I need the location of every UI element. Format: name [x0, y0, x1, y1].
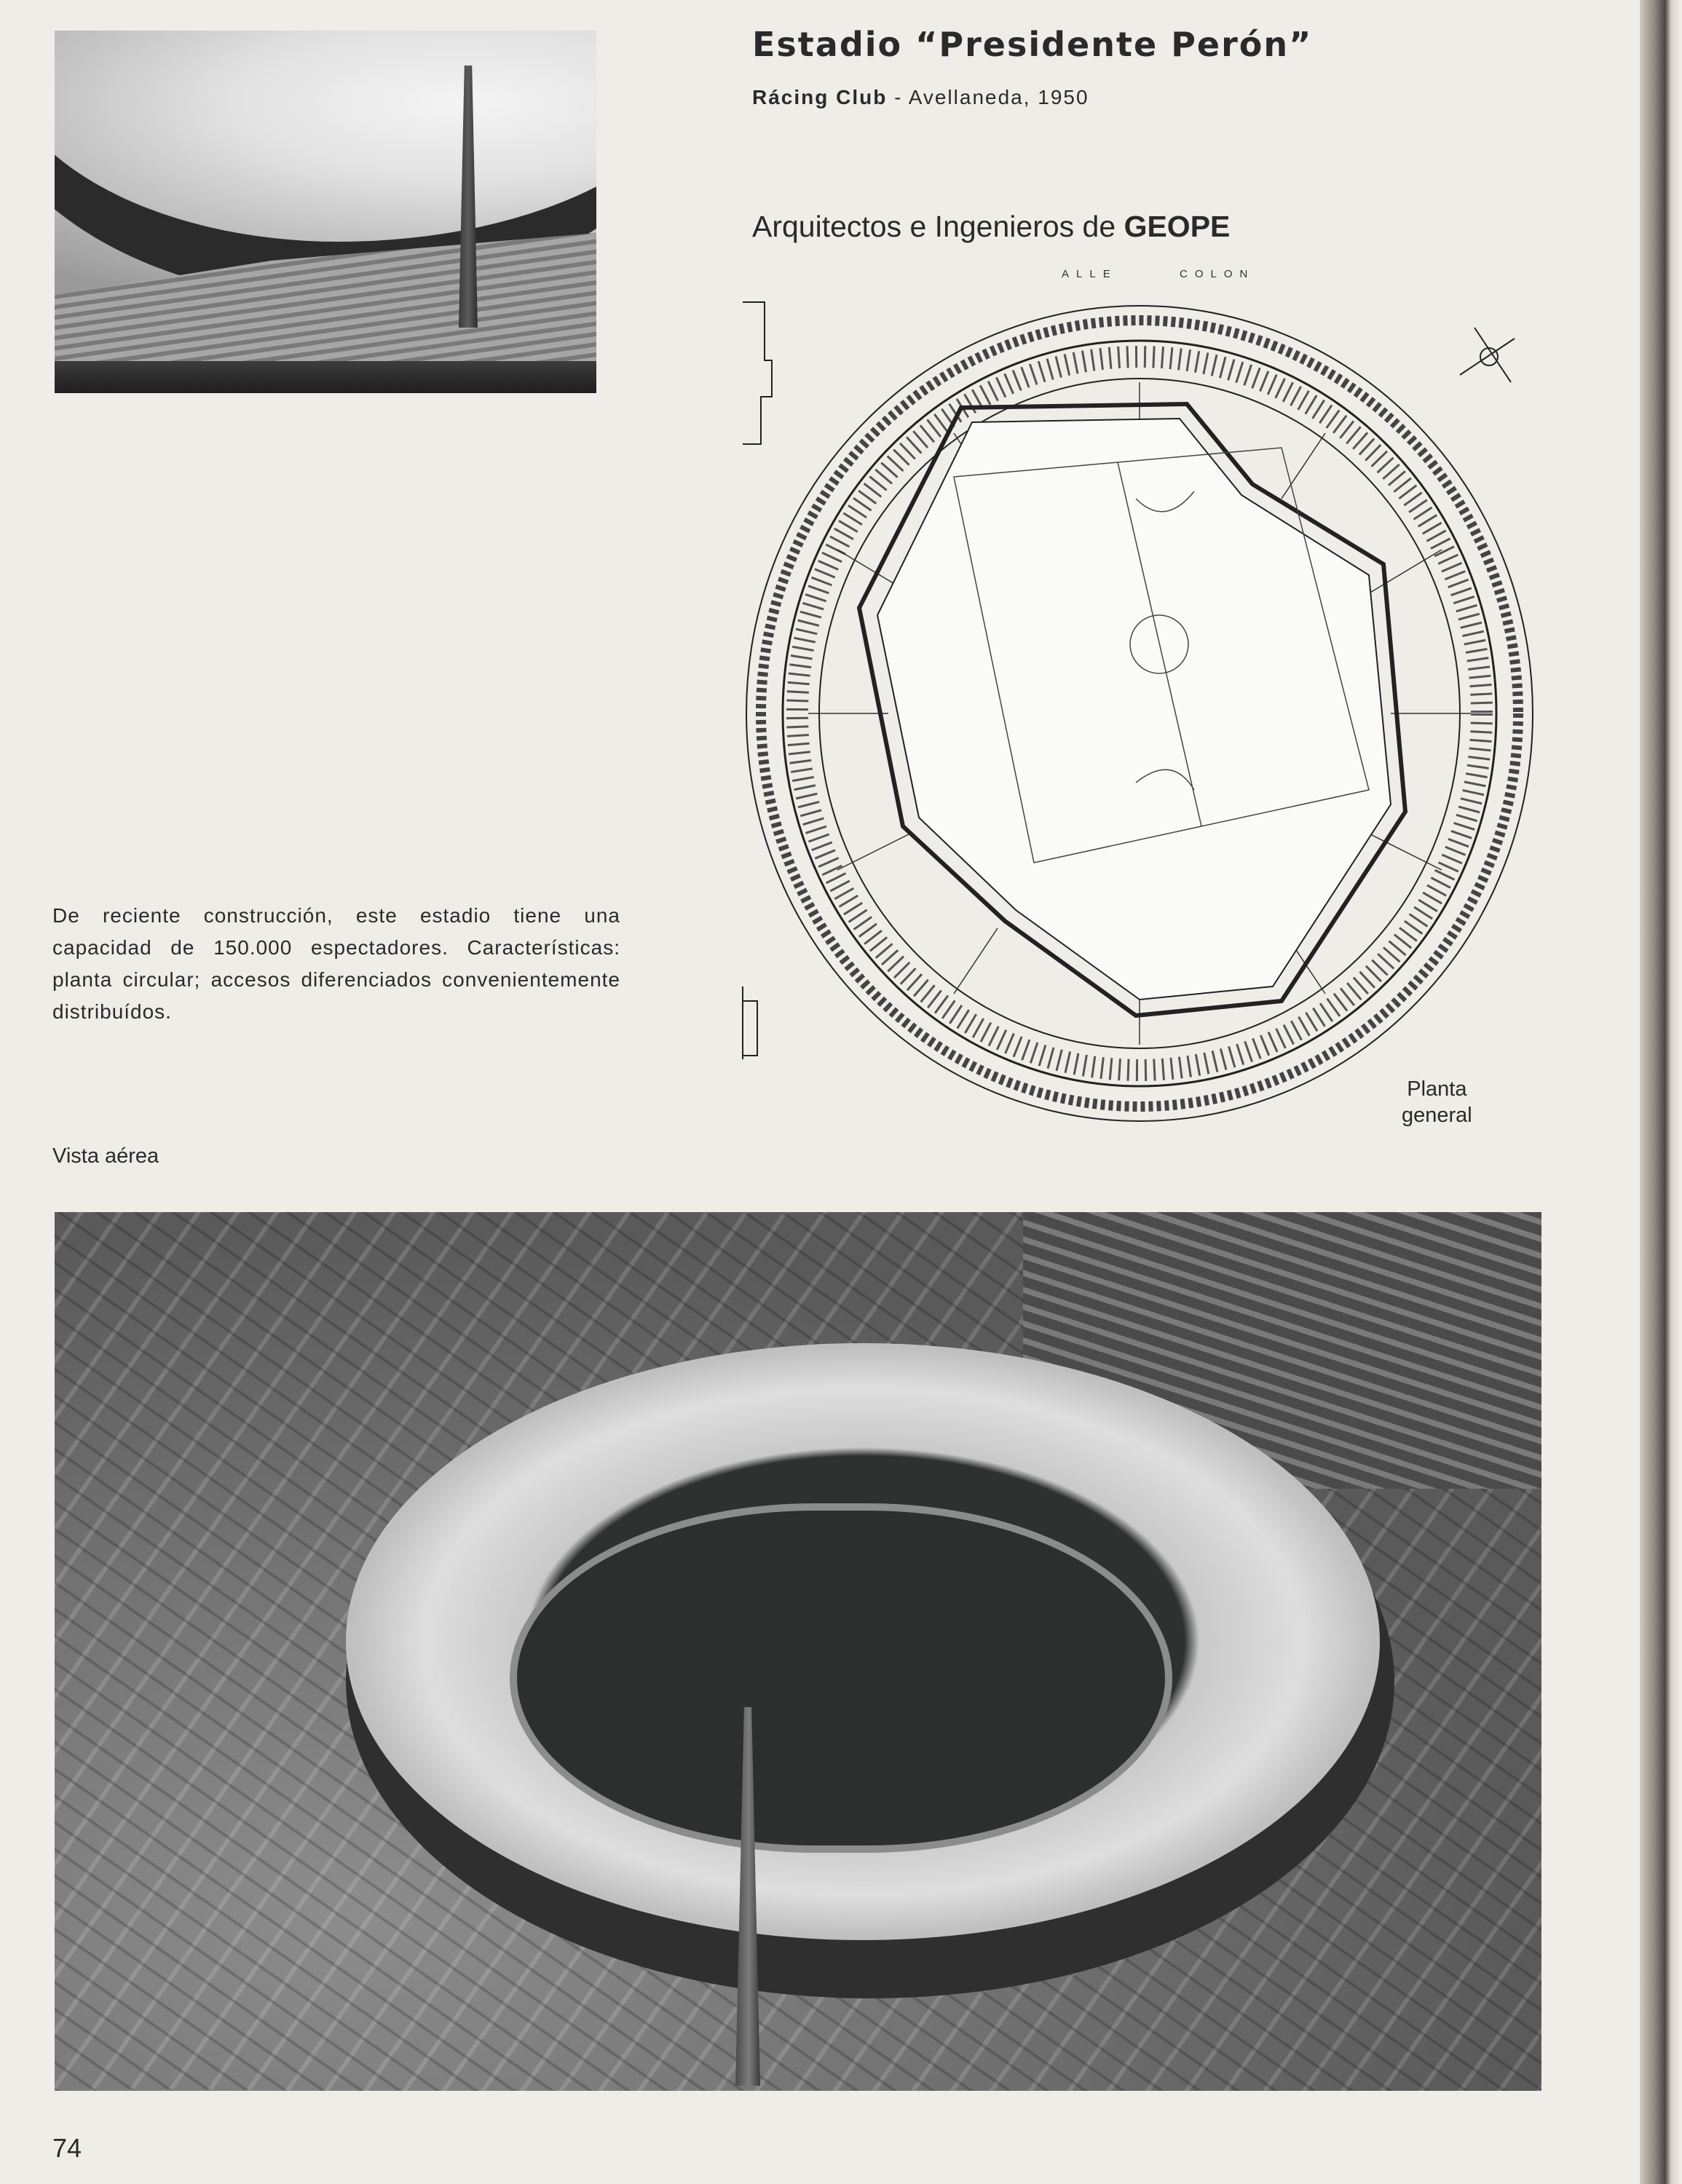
street-label-left: ALLE	[1062, 268, 1118, 280]
stadium-plan-drawing	[728, 288, 1536, 1143]
page-edge	[1640, 0, 1682, 2184]
plan-caption-line1: Planta	[1407, 1077, 1467, 1101]
subtitle-separator: -	[894, 86, 903, 108]
stadium-interior-photo	[55, 31, 596, 393]
aerial-caption: Vista aérea	[52, 1144, 159, 1168]
stand-rim	[55, 361, 596, 393]
page-number: 74	[52, 2133, 82, 2163]
street-label-right: COLON	[1180, 268, 1255, 280]
architects-line	[752, 210, 1230, 244]
subtitle	[752, 86, 1089, 109]
place-year: Avellaneda, 1950	[908, 86, 1089, 108]
plan-caption	[1402, 1076, 1472, 1128]
stadium-field	[510, 1503, 1172, 1853]
architects-prefix: Arquitectos e Ingenieros de	[752, 210, 1116, 243]
plan-caption-line2: general	[1402, 1104, 1472, 1127]
architects-firm: GEOPE	[1124, 210, 1231, 243]
club-name: Rácing Club	[752, 86, 888, 108]
page-title: Estadio “Presidente Perón”	[752, 25, 1313, 64]
description-text: De reciente construcción, este estadio tiene una capacidad de 150.000 espectadores. Características: planta circular; accesos diferenciados convenientemente distribuídos.	[52, 904, 620, 1023]
aerial-view-photo	[55, 1212, 1541, 2091]
